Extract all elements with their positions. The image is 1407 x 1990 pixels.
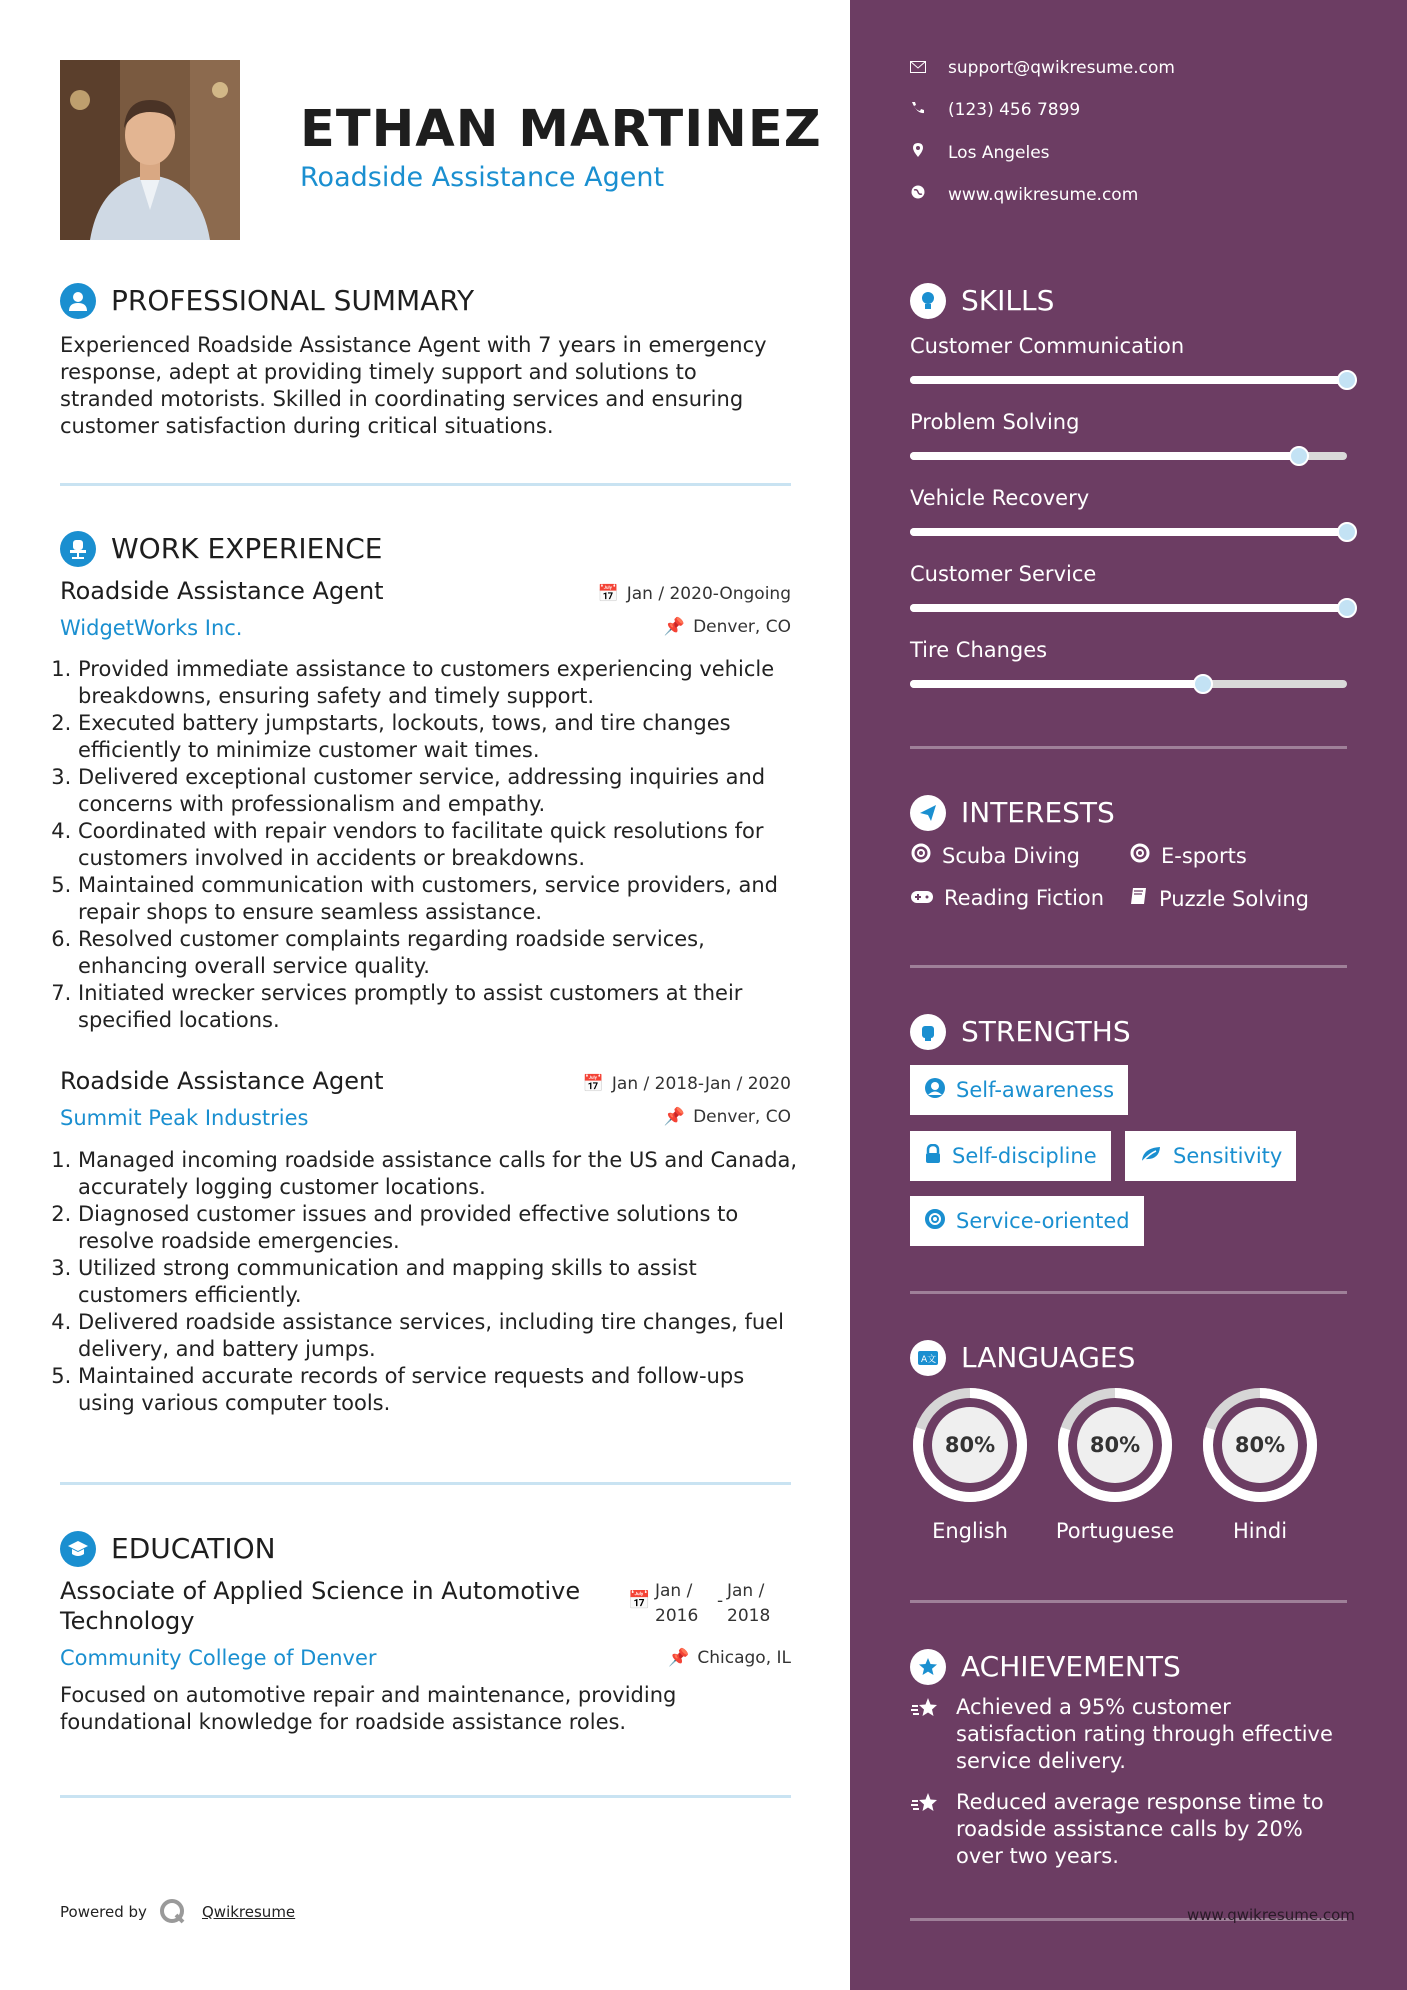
strength-chip: Self-awareness [910,1065,1128,1115]
strengths-heading: STRENGTHS [961,1015,1131,1048]
language-label: Hindi [1232,1519,1288,1543]
skill-bar-knob [1337,370,1357,390]
contact-email[interactable]: support@qwikresume.com [910,58,1175,78]
strength-chip: Sensitivity [1125,1131,1296,1181]
paper-plane-icon [910,795,946,831]
job-location: 📌 Denver, CO [663,1107,791,1127]
lifebuoy-icon [910,842,932,869]
skill-bar-fill [910,376,1347,384]
user-circle-icon [924,1077,946,1104]
skill-label: Tire Changes [910,638,1048,662]
qwikresume-link[interactable]: Qwikresume [202,1903,296,1921]
interest-item: Reading Fiction [910,886,1104,910]
contact-phone[interactable]: (123) 456 7899 [910,100,1080,120]
interest-item: Scuba Diving [910,842,1080,869]
skill-bar-fill [910,604,1347,612]
language-ring [1055,1385,1175,1505]
languages-heading: LANGUAGES [961,1341,1136,1374]
skill-bar [910,452,1347,460]
job-company: WidgetWorks Inc. [60,616,243,640]
leaf-icon [1139,1144,1163,1169]
lightbulb-icon [910,283,946,319]
interest-item: E-sports [1129,842,1247,869]
translate-icon [910,1340,946,1376]
skill-bar-knob [1337,598,1357,618]
language-item [1200,1385,1320,1543]
education-heading: EDUCATION [111,1532,276,1565]
contact-location: Los Angeles [910,142,1050,163]
list-item: 5. Maintained accurate records of service requests and follow-ups using various computer tools. [78,1363,798,1417]
achievement-item: Achieved a 95% customer satisfaction rating through effective service delivery. [956,1695,1333,1773]
list-item: 5. Maintained communication with customers, service providers, and repair shops to ensure seamless assistance. [78,872,798,926]
skill-bar-fill [910,680,1203,688]
skill-bar [910,376,1347,384]
language-percent: 80% [1089,1433,1141,1457]
phone-icon [910,100,926,120]
star-icon [910,1696,940,1726]
skill-bar-knob [1337,522,1357,542]
edu-start-date: Jan / 2016 [655,1581,699,1626]
divider [60,483,791,486]
language-label: English [932,1519,1008,1543]
globe-icon [910,184,926,205]
divider [910,1600,1347,1603]
job-dates: 📅 Jan / 2020-Ongoing [597,584,791,604]
achievements-heading: ACHIEVEMENTS [961,1650,1181,1683]
skill-bar-knob [1289,446,1309,466]
star-badge-icon [910,1649,946,1685]
briefcase-chair-icon [60,531,96,567]
book-icon [1129,886,1149,911]
job-dates: 📅 Jan / 2018-Jan / 2020 [582,1074,791,1094]
edu-location: 📌 Chicago, IL [668,1648,791,1668]
skill-bar [910,604,1347,612]
powered-by-label: Powered by [60,1903,147,1921]
degree-title-cont: Technology [60,1607,195,1635]
divider [60,1482,791,1485]
skill-bar-fill [910,528,1347,536]
svg-text:A文: A文 [921,1355,937,1365]
calendar-icon: 📅 [597,584,619,604]
lifebuoy-icon [1129,842,1151,869]
strength-chip: Service-oriented [910,1196,1144,1246]
list-item: 3. Utilized strong communication and mapping skills to assist customers efficiently. [78,1255,798,1309]
map-marker-icon [910,142,926,163]
user-icon [60,283,96,319]
skill-label: Customer Communication [910,334,1185,358]
pin-icon: 📌 [663,617,686,637]
skill-label: Customer Service [910,562,1097,586]
graduation-cap-icon [60,1531,96,1567]
divider [910,965,1347,968]
job-responsibilities [60,656,798,1034]
list-item: 4. Delivered roadside assistance services, including tire changes, fuel delivery, and battery jumps. [78,1309,798,1363]
list-item: 7. Initiated wrecker services promptly to assist customers at their specified locations. [78,980,798,1034]
star-icon [910,1791,940,1821]
candidate-title: Roadside Assistance Agent [300,162,665,193]
language-label: Portuguese [1055,1519,1175,1543]
skill-bar [910,680,1347,688]
language-percent: 80% [944,1433,996,1457]
gamepad-icon [910,886,934,910]
candidate-name: ETHAN MARTINEZ [300,100,822,159]
interests-heading: INTERESTS [961,796,1115,829]
list-item: 2. Diagnosed customer issues and provided effective solutions to resolve roadside emergencies. [78,1201,798,1255]
sidebar [850,0,1407,1990]
achievement-item: Reduced average response time to roadside assistance calls by 20% over two years. [956,1790,1324,1868]
lock-icon [924,1144,942,1169]
skills-heading: SKILLS [961,284,1055,317]
qwikresume-logo-icon [158,1897,186,1929]
contact-website[interactable]: www.qwikresume.com [910,184,1138,205]
summary-heading: PROFESSIONAL SUMMARY [111,284,475,317]
education-text: Focused on automotive repair and maintenance, providing foundational knowledge for roadside assistance roles. [60,1683,677,1734]
job-responsibilities [60,1147,798,1417]
envelope-icon [910,58,926,78]
summary-text: Experienced Roadside Assistance Agent with 7 years in emergency response, adept at providing timely support and solutions to stranded motorists. Skilled in coordinating services and ensuring customer satisfaction during critical situations. [60,333,767,438]
calendar-icon: 📅 [582,1074,604,1094]
skill-bar-fill [910,452,1299,460]
edu-end-date: Jan / 2018 [727,1581,771,1626]
language-ring [1200,1385,1320,1505]
language-ring [910,1385,1030,1505]
language-percent: 80% [1234,1433,1286,1457]
interest-item: Puzzle Solving [1129,886,1309,911]
list-item: 4. Coordinated with repair vendors to facilitate quick resolutions for customers involved in accidents or breakdowns. [78,818,798,872]
degree-title: Associate of Applied Science in Automotive [60,1577,581,1605]
list-item: 2. Executed battery jumpstarts, lockouts, tows, and tire changes efficiently to minimize customer wait times. [78,710,798,764]
divider [910,1291,1347,1294]
divider [60,1795,791,1798]
pin-icon: 📌 [668,1648,690,1668]
skill-bar [910,528,1347,536]
pin-icon: 📌 [663,1107,686,1127]
skill-bar-knob [1193,674,1213,694]
job-title: Roadside Assistance Agent [60,1067,384,1095]
experience-heading: WORK EXPERIENCE [111,532,383,565]
footer-url[interactable]: www.qwikresume.com [1187,1906,1355,1924]
profile-photo [60,60,240,240]
list-item: 3. Delivered exceptional customer service, addressing inquiries and concerns with professionalism and empathy. [78,764,798,818]
date-separator: - [717,1591,724,1611]
fist-icon [910,1014,946,1050]
lifebuoy-icon [924,1208,946,1235]
list-item: 1. Provided immediate assistance to customers experiencing vehicle breakdowns, ensuring safety and timely support. [78,656,798,710]
list-item: 1. Managed incoming roadside assistance calls for the US and Canada, accurately logging customer locations. [78,1147,798,1201]
calendar-icon: 📅 [628,1590,651,1611]
strength-chip: Self-discipline [910,1131,1111,1181]
divider [910,746,1347,749]
school-name: Community College of Denver [60,1646,377,1670]
language-item [910,1385,1030,1543]
job-location: 📌 Denver, CO [663,617,791,637]
language-item [1055,1385,1175,1543]
skill-label: Problem Solving [910,410,1080,434]
list-item: 6. Resolved customer complaints regarding roadside services, enhancing overall service quality. [78,926,798,980]
job-company: Summit Peak Industries [60,1106,309,1130]
job-title: Roadside Assistance Agent [60,577,384,605]
skill-label: Vehicle Recovery [910,486,1090,510]
